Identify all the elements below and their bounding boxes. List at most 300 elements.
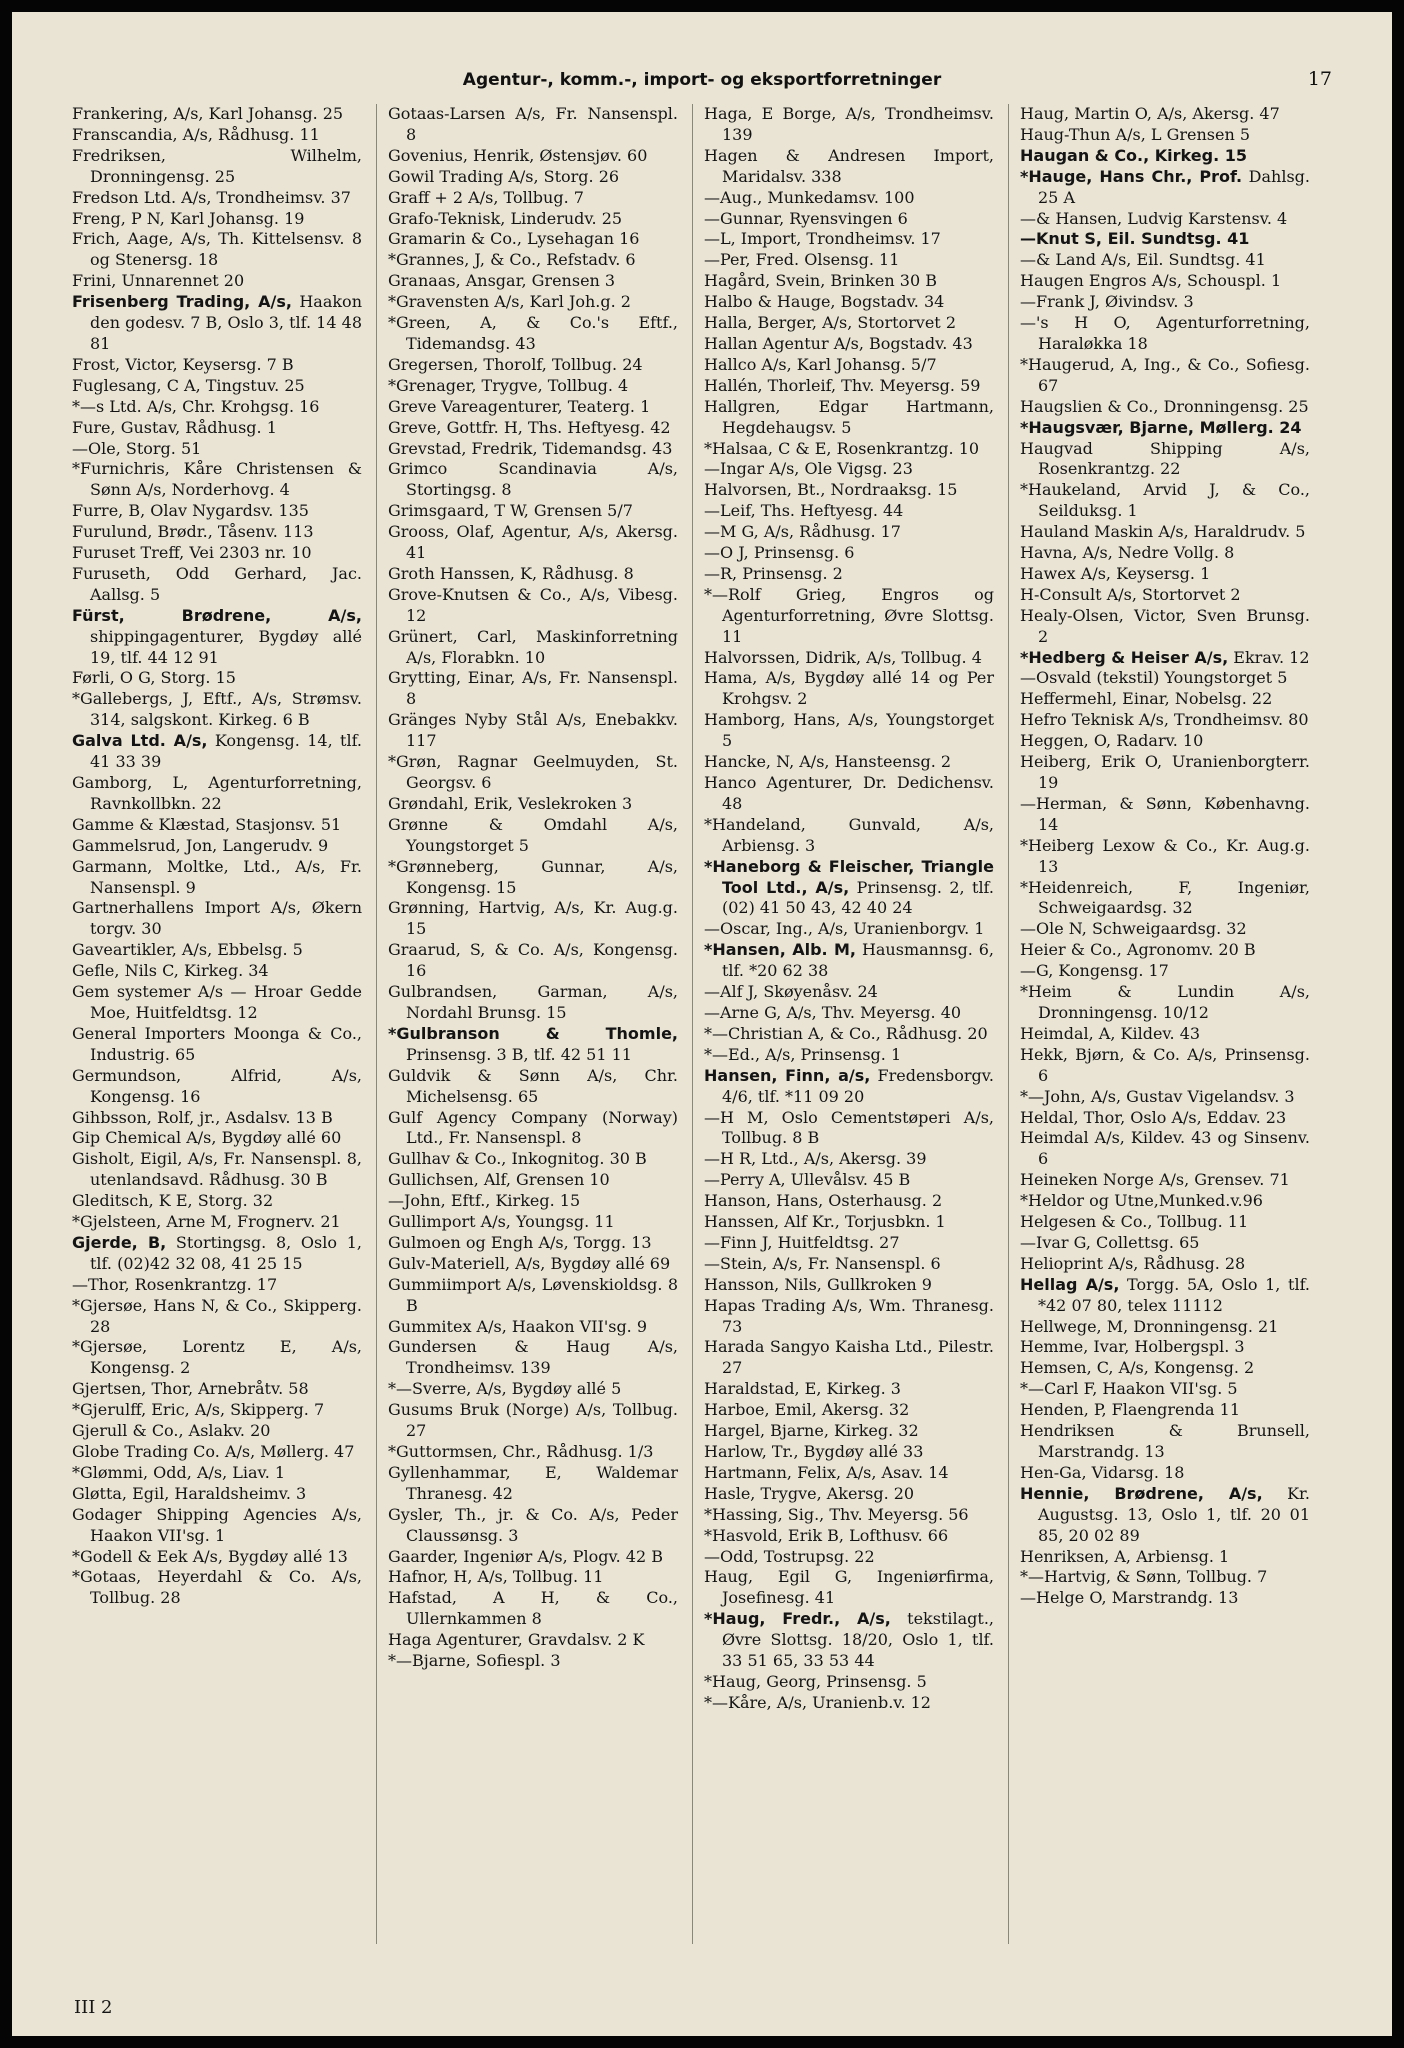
directory-entry xyxy=(704,250,994,271)
directory-entry xyxy=(704,229,994,250)
entry-name: *Hauge, Hans Chr., Prof. xyxy=(1020,166,1243,186)
directory-entry xyxy=(72,982,362,1024)
directory-entry xyxy=(72,836,362,857)
directory-entry xyxy=(388,1463,678,1505)
directory-entry xyxy=(704,209,994,230)
directory-entry xyxy=(1020,1547,1310,1568)
entry-text: *Handeland, Gunvald, A/s, Arbiensg. 3 xyxy=(704,814,994,855)
directory-entry xyxy=(1020,1024,1310,1045)
entry-text: *Gjersøe, Lorentz E, A/s, Kongensg. 2 xyxy=(72,1337,362,1378)
directory-entry xyxy=(1020,794,1310,836)
entry-text: Hasle, Trygve, Akersg. 20 xyxy=(704,1483,915,1503)
directory-entry xyxy=(704,188,994,209)
directory-entry xyxy=(72,1024,362,1066)
directory-entry xyxy=(72,355,362,376)
directory-entry xyxy=(72,857,362,899)
directory-entry xyxy=(388,857,678,899)
directory-entry xyxy=(1020,418,1310,439)
entry-text: —Arne G, A/s, Thv. Meyersg. 40 xyxy=(704,1002,962,1022)
entry-text: —Per, Fred. Olsensg. 11 xyxy=(704,250,900,270)
entry-text: Halvorssen, Didrik, A/s, Tollbug. 4 xyxy=(704,647,982,667)
entry-text: Greve, Gottfr. H, Ths. Heftyesg. 42 xyxy=(388,417,671,437)
directory-entry xyxy=(388,710,678,752)
entry-text: —John, Eftf., Kirkeg. 15 xyxy=(388,1191,581,1211)
directory-entry xyxy=(388,1317,678,1338)
entry-text: Hapas Trading A/s, Wm. Thranesg. 73 xyxy=(704,1295,994,1336)
entry-text: —Finn J, Huitfeldtsg. 27 xyxy=(704,1232,900,1252)
directory-entry xyxy=(1020,1484,1310,1547)
entry-name: *Hedberg & Heiser A/s, xyxy=(1020,647,1229,667)
entry-text: Gem systemer A/s — Hroar Gedde Moe, Huitfeldtsg. 12 xyxy=(72,982,362,1022)
entry-text: Hafnor, H, A/s, Tollbug. 11 xyxy=(388,1567,604,1587)
directory-entry xyxy=(1020,940,1310,961)
entry-text: Havna, A/s, Nedre Vollg. 8 xyxy=(1020,543,1235,563)
entry-text: Gregersen, Thorolf, Tollbug. 24 xyxy=(388,354,643,374)
directory-entry xyxy=(704,1003,994,1024)
entry-text: H-Consult A/s, Stortorvet 2 xyxy=(1020,584,1241,604)
directory-entry xyxy=(1020,1191,1310,1212)
entry-text: Gundersen & Haug A/s, Trondheimsv. 139 xyxy=(388,1337,678,1378)
entry-text: Gulf Agency Company (Norway) Ltd., Fr. Nansenspl. 8 xyxy=(388,1107,678,1148)
entry-text: Henriksen, A, Arbiensg. 1 xyxy=(1020,1546,1230,1566)
entry-text: Gefle, Nils C, Kirkeg. 34 xyxy=(72,961,269,981)
entry-text: Harboe, Emil, Akersg. 32 xyxy=(704,1400,910,1420)
directory-entry xyxy=(388,376,678,397)
entry-text: Torgg. 5A, Oslo 1, tlf. *42 07 80, telex 11112 xyxy=(1038,1274,1310,1315)
directory-entry xyxy=(704,857,994,920)
entry-text: —R, Prinsensg. 2 xyxy=(704,563,843,583)
entry-text: Gullimport A/s, Youngsg. 11 xyxy=(388,1212,615,1232)
entry-text: Franscandia, A/s, Rådhusg. 11 xyxy=(72,124,320,144)
directory-entry xyxy=(388,794,678,815)
entry-text: Hemme, Ivar, Holbergspl. 3 xyxy=(1020,1337,1245,1357)
entry-text: Hellwege, M, Dronningensg. 21 xyxy=(1020,1316,1279,1336)
directory-entry xyxy=(1020,1463,1310,1484)
directory-entry xyxy=(388,250,678,271)
directory-entry xyxy=(704,1421,994,1442)
entry-text: Globe Trading Co. A/s, Møllerg. 47 xyxy=(72,1442,355,1461)
entry-text: *—Ed., A/s, Prinsensg. 1 xyxy=(704,1044,902,1064)
directory-entry xyxy=(704,710,994,752)
entry-name: Gjerde, B, xyxy=(72,1232,167,1252)
directory-entry xyxy=(388,418,678,439)
entry-text: *Hassing, Sig., Thv. Meyersg. 56 xyxy=(704,1504,969,1524)
directory-entry xyxy=(704,480,994,501)
directory-entry xyxy=(704,271,994,292)
entry-text: *Guttormsen, Chr., Rådhusg. 1/3 xyxy=(388,1442,654,1461)
entry-text: Prinsensg. 3 B, tlf. 42 51 11 xyxy=(406,1044,632,1064)
directory-entry xyxy=(1020,752,1310,794)
entry-text: Grøndahl, Erik, Veslekroken 3 xyxy=(388,793,633,813)
entry-text: —Ingar A/s, Ole Vigsg. 23 xyxy=(704,459,913,479)
entry-text: *Gjerulff, Eric, A/s, Skipperg. 7 xyxy=(72,1400,325,1420)
directory-entry xyxy=(72,1108,362,1129)
entry-text: Frankering, A/s, Karl Johansg. 25 xyxy=(72,104,344,123)
directory-entry xyxy=(72,188,362,209)
entry-text: Hamborg, Hans, A/s, Youngstorget 5 xyxy=(704,710,994,751)
entry-text: —Alf J, Skøyenåsv. 24 xyxy=(704,982,878,1002)
directory-entry xyxy=(388,815,678,857)
directory-entry xyxy=(72,459,362,501)
entry-text: —O J, Prinsensg. 6 xyxy=(704,543,855,563)
directory-entry xyxy=(1020,606,1310,648)
entry-text: Furulund, Brødr., Tåsenv. 113 xyxy=(72,522,314,542)
entry-text: Heldal, Thor, Oslo A/s, Eddav. 23 xyxy=(1020,1107,1287,1127)
directory-entry xyxy=(72,125,362,146)
directory-entry xyxy=(72,773,362,815)
directory-entry xyxy=(388,522,678,564)
entry-text: Hargel, Bjarne, Kirkeg. 32 xyxy=(704,1421,919,1441)
entry-text: Haga, E Borge, A/s, Trondheimsv. 139 xyxy=(704,104,994,144)
directory-entry xyxy=(704,648,994,669)
directory-entry xyxy=(72,439,362,460)
directory-entry xyxy=(388,1254,678,1275)
entry-text: Hen-Ga, Vidarsg. 18 xyxy=(1020,1462,1185,1482)
entry-text: —Oscar, Ing., A/s, Uranienborgv. 1 xyxy=(704,919,985,939)
entry-text: —Leif, Ths. Heftyesg. 44 xyxy=(704,501,904,521)
entry-text: Gaveartikler, A/s, Ebbelsg. 5 xyxy=(72,940,303,960)
directory-entry xyxy=(388,1149,678,1170)
entry-name: *Haugsvær, Bjarne, Møllerg. 24 xyxy=(1020,417,1302,437)
directory-entry xyxy=(388,752,678,794)
entry-text: Healy-Olsen, Victor, Sven Brunsg. 2 xyxy=(1020,605,1310,646)
entry-text: Gränges Nyby Stål A/s, Enebakkv. 117 xyxy=(388,710,678,751)
directory-entry xyxy=(72,209,362,230)
entry-text: —& Land A/s, Eil. Sundtsg. 41 xyxy=(1020,250,1266,270)
entry-text: Fure, Gustav, Rådhusg. 1 xyxy=(72,417,277,437)
directory-entry xyxy=(388,1630,678,1651)
directory-entry xyxy=(704,1609,994,1672)
directory-entry xyxy=(1020,125,1310,146)
directory-entry xyxy=(72,1547,362,1568)
entry-text: —Osvald (tekstil) Youngstorget 5 xyxy=(1020,668,1288,688)
directory-entry xyxy=(1020,397,1310,418)
directory-entry xyxy=(1020,1337,1310,1358)
directory-entry xyxy=(704,543,994,564)
entry-text: tekstilagt., Øvre Slottsg. 18/20, Oslo 1, tlf. 33 51 65, 33 53 44 xyxy=(722,1609,994,1671)
entry-text: Helgesen & Co., Tollbug. 11 xyxy=(1020,1212,1249,1232)
directory-entry xyxy=(704,1379,994,1400)
column-divider xyxy=(692,104,693,1944)
directory-entry xyxy=(1020,878,1310,920)
entry-text: Garmann, Moltke, Ltd., A/s, Fr. Nansenspl. 9 xyxy=(72,856,362,897)
directory-entry xyxy=(704,1400,994,1421)
directory-entry xyxy=(72,522,362,543)
entry-text: Hanco Agenturer, Dr. Dedichensv. 48 xyxy=(704,773,994,813)
entry-text: Gleditsch, K E, Storg. 32 xyxy=(72,1191,274,1211)
directory-entry xyxy=(1020,731,1310,752)
entry-text: —Gunnar, Ryensvingen 6 xyxy=(704,208,908,228)
entry-text: —G, Kongensg. 17 xyxy=(1020,961,1169,981)
entry-text: Hallén, Thorleif, Thv. Meyersg. 59 xyxy=(704,375,981,395)
entry-text: Hendriksen & Brunsell, Marstrandg. 13 xyxy=(1020,1421,1310,1461)
entry-text: Godager Shipping Agencies A/s, Haakon VII'sg. 1 xyxy=(72,1504,362,1545)
entry-text: Fredriksen, Wilhelm, Dronningensg. 25 xyxy=(72,145,362,186)
entry-text: Førli, O G, Storg. 15 xyxy=(72,668,236,688)
entry-text: *—Bjarne, Sofiespl. 3 xyxy=(388,1651,561,1671)
column-3 xyxy=(704,104,994,1714)
directory-entry xyxy=(704,1484,994,1505)
entry-text: Prinsensg. 2, tlf. (02) 41 50 43, 42 40 24 xyxy=(722,877,994,918)
entry-text: *—Sverre, A/s, Bygdøy allé 5 xyxy=(388,1379,622,1399)
entry-text: Hartmann, Felix, A/s, Asav. 14 xyxy=(704,1462,949,1482)
directory-entry xyxy=(388,940,678,982)
directory-entry xyxy=(1020,1212,1310,1233)
directory-entry xyxy=(72,1275,362,1296)
directory-entry xyxy=(1020,271,1310,292)
directory-entry xyxy=(704,1254,994,1275)
entry-text: *Halsaa, C & E, Rosenkrantzg. 10 xyxy=(704,438,980,458)
entry-name: *Hansen, Alb. M, xyxy=(704,940,857,960)
directory-entry xyxy=(388,501,678,522)
entry-text: Gullichsen, Alf, Grensen 10 xyxy=(388,1170,610,1190)
directory-entry xyxy=(72,1463,362,1484)
entry-text: *Grannes, J, & Co., Refstadv. 6 xyxy=(388,250,636,270)
directory-entry xyxy=(72,564,362,606)
directory-entry xyxy=(1020,710,1310,731)
entry-text: Furre, B, Olav Nygardsv. 135 xyxy=(72,501,309,521)
directory-entry xyxy=(388,1442,678,1463)
directory-entry xyxy=(388,1588,678,1630)
entry-name: *Gulbranson & Thomle, xyxy=(388,1023,678,1043)
entry-text: Hafstad, A H, & Co., Ullernkammen 8 xyxy=(388,1588,678,1629)
directory-entry xyxy=(704,522,994,543)
directory-entry xyxy=(72,689,362,731)
entry-text: Granaas, Ansgar, Grensen 3 xyxy=(388,271,616,291)
entry-text: Hekk, Bjørn, & Co. A/s, Prinsensg. 6 xyxy=(1020,1044,1310,1085)
entry-text: Haugvad Shipping A/s, Rosenkrantzg. 22 xyxy=(1020,438,1310,479)
entry-text: Gramarin & Co., Lysehagan 16 xyxy=(388,229,640,249)
entry-text: Fuglesang, C A, Tingstuv. 25 xyxy=(72,375,305,395)
directory-entry xyxy=(704,982,994,1003)
entry-text: Gulmoen og Engh A/s, Torgg. 13 xyxy=(388,1232,652,1252)
entry-text: —Ivar G, Collettsg. 65 xyxy=(1020,1232,1200,1252)
directory-entry xyxy=(72,104,362,125)
directory-entry xyxy=(704,1045,994,1066)
entry-name: Hennie, Brødrene, A/s, xyxy=(1020,1483,1263,1503)
directory-entry xyxy=(1020,689,1310,710)
directory-entry xyxy=(1020,1567,1310,1588)
directory-entry xyxy=(704,1547,994,1568)
directory-entry xyxy=(704,1212,994,1233)
entry-text: *Heim & Lundin A/s, Dronningensg. 10/12 xyxy=(1020,982,1310,1022)
directory-entry xyxy=(704,397,994,439)
entry-text: —L, Import, Trondheimsv. 17 xyxy=(704,229,941,249)
directory-entry xyxy=(72,1421,362,1442)
directory-entry xyxy=(72,606,362,669)
entry-text: *Haukeland, Arvid J, & Co., Seilduksg. 1 xyxy=(1020,480,1310,521)
entry-text: Dahlsg. 25 A xyxy=(1038,166,1310,207)
directory-entry xyxy=(1020,1317,1310,1338)
directory-entry xyxy=(1020,355,1310,397)
entry-text: Gihbsson, Rolf, jr., Asdalsv. 13 B xyxy=(72,1107,333,1127)
directory-entry xyxy=(72,397,362,418)
entry-name: *Haneborg & Fleischer, Triangle Tool Ltd., A/s, xyxy=(704,856,994,897)
directory-entry xyxy=(1020,229,1310,250)
entry-name: Hellag A/s, xyxy=(1020,1274,1120,1294)
directory-entry xyxy=(72,961,362,982)
directory-entry xyxy=(704,376,994,397)
directory-entry xyxy=(72,146,362,188)
entry-text: *Grønneberg, Gunnar, A/s, Kongensg. 15 xyxy=(388,856,678,897)
entry-text: Graff + 2 A/s, Tollbug. 7 xyxy=(388,187,584,207)
directory-entry xyxy=(1020,668,1310,689)
entry-text: *Glømmi, Odd, A/s, Liav. 1 xyxy=(72,1462,286,1482)
entry-text: Freng, P N, Karl Johansg. 19 xyxy=(72,208,305,228)
entry-text: Gysler, Th., jr. & Co. A/s, Peder Claussønsg. 3 xyxy=(388,1504,678,1545)
directory-entry xyxy=(1020,648,1310,669)
entry-text: Govenius, Henrik, Østensjøv. 60 xyxy=(388,145,648,165)
entry-text: Kr. Augustsg. 13, Oslo 1, tlf. 20 01 85, 20 02 89 xyxy=(1038,1483,1310,1545)
entry-text: *Heiberg Lexow & Co., Kr. Aug.g. 13 xyxy=(1020,835,1310,876)
directory-entry xyxy=(388,439,678,460)
entry-text: *Hasvold, Erik B, Lofthusv. 66 xyxy=(704,1525,949,1545)
entry-text: —'s H O, Agenturforretning, Haraløkka 18 xyxy=(1020,313,1310,353)
entry-text: *Heldor og Utne,Munked.v.96 xyxy=(1020,1191,1263,1211)
entry-text: Gaarder, Ingeniør A/s, Plogv. 42 B xyxy=(388,1546,664,1566)
directory-entry xyxy=(72,1233,362,1275)
entry-text: Gisholt, Eigil, A/s, Fr. Nansenspl. 8, utenlandsavd. Rådhusg. 30 B xyxy=(72,1149,362,1190)
entry-text: Hagen & Andresen Import, Maridalsv. 338 xyxy=(704,145,994,186)
directory-entry xyxy=(388,1505,678,1547)
directory-entry xyxy=(704,334,994,355)
entry-text: —Herman, & Sønn, Københavng. 14 xyxy=(1020,793,1310,834)
directory-entry xyxy=(1020,480,1310,522)
entry-text: *Gjersøe, Hans N, & Co., Skipperg. 28 xyxy=(72,1295,362,1336)
directory-entry xyxy=(388,1108,678,1150)
entry-text: Heier & Co., Agronomv. 20 B xyxy=(1020,940,1256,960)
entry-text: Gamme & Klæstad, Stasjonsv. 51 xyxy=(72,814,342,834)
directory-entry xyxy=(72,731,362,773)
directory-entry xyxy=(388,1233,678,1254)
directory-entry xyxy=(704,585,994,648)
directory-entry xyxy=(1020,1358,1310,1379)
directory-entry xyxy=(388,292,678,313)
entry-text: Hancke, N, A/s, Hansteensg. 2 xyxy=(704,752,952,772)
entry-text: Haga Agenturer, Gravdalsv. 2 K xyxy=(388,1630,645,1650)
directory-entry xyxy=(72,229,362,271)
entry-text: Grove-Knutsen & Co., A/s, Vibesg. 12 xyxy=(388,584,678,625)
directory-entry xyxy=(704,1463,994,1484)
directory-entry xyxy=(72,376,362,397)
entry-text: —M G, A/s, Rådhusg. 17 xyxy=(704,522,901,542)
entry-text: *Grenager, Trygve, Tollbug. 4 xyxy=(388,375,629,395)
directory-entry xyxy=(1020,1108,1310,1129)
entry-text: Hefro Teknisk A/s, Trondheimsv. 80 xyxy=(1020,710,1309,730)
entry-text: *Gjelsteen, Arne M, Frognerv. 21 xyxy=(72,1212,341,1232)
entry-text: Heiberg, Erik O, Uranienborgterr. 19 xyxy=(1020,752,1310,792)
directory-entry xyxy=(72,1191,362,1212)
entry-name: *Haug, Fredr., A/s, xyxy=(704,1609,891,1629)
entry-text: Furuseth, Odd Gerhard, Jac. Aallsg. 5 xyxy=(72,563,362,604)
directory-entry xyxy=(72,940,362,961)
directory-entry xyxy=(388,104,678,146)
entry-text: —Perry A, Ullevålsv. 45 B xyxy=(704,1170,911,1190)
directory-entry xyxy=(704,752,994,773)
entry-text: Guldvik & Sønn A/s, Chr. Michelsensg. 65 xyxy=(388,1065,678,1106)
entry-name: —Knut S, Eil. Sundtsg. 41 xyxy=(1020,229,1250,249)
directory-entry xyxy=(388,209,678,230)
directory-entry xyxy=(1020,1045,1310,1087)
directory-entry xyxy=(388,1400,678,1442)
directory-entry xyxy=(388,627,678,669)
entry-text: —Thor, Rosenkrantzg. 17 xyxy=(72,1274,278,1294)
entry-text: Hauland Maskin A/s, Haraldrudv. 5 xyxy=(1020,522,1306,542)
directory-entry xyxy=(388,1212,678,1233)
entry-text: *Gallebergs, J, Eftf., A/s, Strømsv. 314, salgskont. Kirkeg. 6 B xyxy=(72,689,362,730)
directory-entry xyxy=(388,1379,678,1400)
directory-entry xyxy=(1020,1400,1310,1421)
entry-name: Fürst, Brødrene, A/s, xyxy=(72,605,362,625)
directory-entry xyxy=(1020,1254,1310,1275)
entry-text: Grevstad, Fredrik, Tidemandsg. 43 xyxy=(388,438,673,458)
directory-entry xyxy=(1020,1233,1310,1254)
directory-entry xyxy=(1020,1421,1310,1463)
directory-entry xyxy=(704,815,994,857)
directory-entry xyxy=(388,167,678,188)
entry-text: Gulv-Materiell, A/s, Bygdøy allé 69 xyxy=(388,1253,671,1273)
directory-entry xyxy=(72,1505,362,1547)
directory-entry xyxy=(72,418,362,439)
entry-text: Gulbrandsen, Garman, A/s, Nordahl Brunsg. 15 xyxy=(388,982,678,1022)
entry-text: —Helge O, Marstrandg. 13 xyxy=(1020,1588,1239,1608)
directory-entry xyxy=(388,188,678,209)
directory-entry xyxy=(1020,585,1310,606)
entry-text: Gummiimport A/s, Løvenskioldsg. 8 B xyxy=(388,1274,678,1315)
directory-entry xyxy=(388,982,678,1024)
entry-text: Hagård, Svein, Brinken 30 B xyxy=(704,271,937,291)
entry-text: Hausmannsg. 6, tlf. *20 62 38 xyxy=(722,940,994,981)
directory-entry xyxy=(72,543,362,564)
entry-text: *Green, A, & Co.'s Eftf., Tidemandsg. 43 xyxy=(388,313,678,353)
entry-text: Haakon den godesv. 7 B, Oslo 3, tlf. 14 48 81 xyxy=(90,292,362,353)
entry-text: Henden, P, Flaengrenda 11 xyxy=(1020,1400,1241,1420)
entry-text: Gyllenhammar, E, Waldemar Thranesg. 42 xyxy=(388,1462,678,1503)
directory-entry xyxy=(72,1128,362,1149)
entry-text: Stortingsg. 8, Oslo 1, tlf. (02)42 32 08, 41 25 15 xyxy=(90,1232,362,1273)
entry-text: Hemsen, C, A/s, Kongensg. 2 xyxy=(1020,1358,1255,1378)
entry-text: Groth Hanssen, K, Rådhusg. 8 xyxy=(388,563,634,583)
directory-entry xyxy=(1020,1275,1310,1317)
entry-text: Gamborg, L, Agenturforretning, Ravnkollbkn. 22 xyxy=(72,773,362,813)
entry-text: Hallco A/s, Karl Johansg. 5/7 xyxy=(704,354,937,374)
entry-text: Haug, Egil G, Ingeniørfirma, Josefinesg. 41 xyxy=(704,1567,994,1608)
directory-entry xyxy=(1020,292,1310,313)
directory-entry xyxy=(1020,1128,1310,1170)
entry-text: Halvorsen, Bt., Nordraaksg. 15 xyxy=(704,480,958,500)
entry-text: *Furnichris, Kåre Christensen & Sønn A/s, Norderhovg. 4 xyxy=(72,459,362,500)
directory-entry xyxy=(72,1066,362,1108)
directory-entry xyxy=(1020,439,1310,481)
directory-entry xyxy=(388,585,678,627)
column-2 xyxy=(388,104,678,1672)
entry-name: Frisenberg Trading, A/s, xyxy=(72,292,292,312)
entry-text: Frost, Victor, Keysersg. 7 B xyxy=(72,354,294,374)
directory-entry xyxy=(388,1651,678,1672)
entry-text: Haug-Thun A/s, L Grensen 5 xyxy=(1020,124,1251,144)
entry-text: shippingagenturer, Bygdøy allé 19, tlf. 44 12 91 xyxy=(90,626,362,667)
entry-text: Grooss, Olaf, Agentur, A/s, Akersg. 41 xyxy=(388,522,678,563)
entry-text: Gullhav & Co., Inkognitog. 30 B xyxy=(388,1149,647,1169)
directory-entry xyxy=(704,439,994,460)
directory-entry xyxy=(704,668,994,710)
entry-text: Gowil Trading A/s, Storg. 26 xyxy=(388,166,620,186)
directory-entry xyxy=(704,773,994,815)
directory-entry xyxy=(704,355,994,376)
directory-entry xyxy=(388,564,678,585)
directory-entry xyxy=(1020,209,1310,230)
entry-text: Halbo & Hauge, Bogstadv. 34 xyxy=(704,292,945,312)
